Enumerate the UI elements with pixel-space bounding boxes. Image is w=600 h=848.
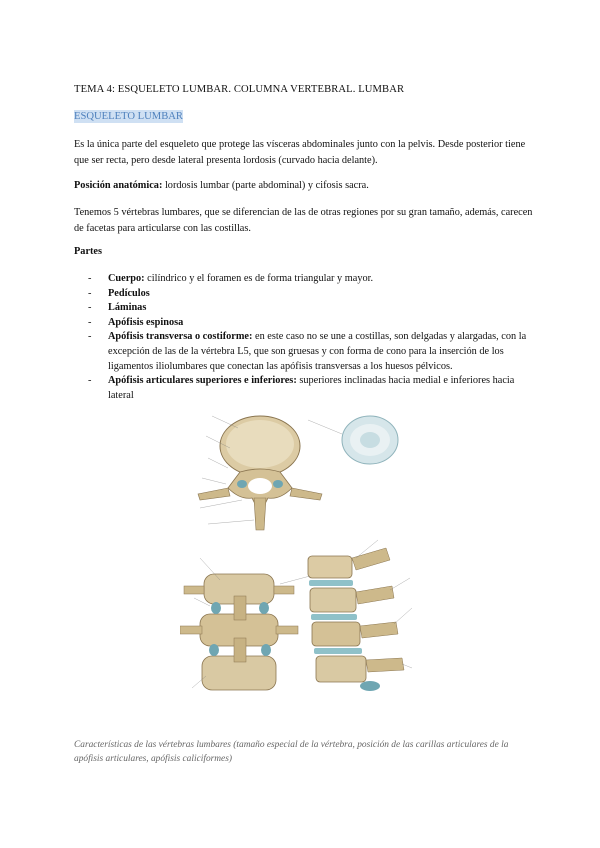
list-dash: -	[88, 287, 92, 299]
intro-paragraph: Es la única parte del esqueleto que protege las vísceras abdominales junto con la pelvis. Desde posterior tiene que ser recta, pero desde lateral presenta lordosis (curvado hacia delante).	[74, 139, 526, 166]
posicion-label: Posición anatómica:	[74, 180, 163, 191]
posicion-paragraph	[74, 178, 534, 194]
part-label: Cuerpo:	[108, 273, 145, 284]
list-item	[74, 301, 534, 316]
part-label: Apófisis espinosa	[108, 316, 184, 328]
partes-heading: Partes	[74, 246, 103, 257]
list-dash: -	[88, 375, 92, 387]
list-item	[74, 330, 534, 374]
list-item	[74, 374, 534, 403]
vertebras-paragraph: Tenemos 5 vértebras lumbares, que se diferencian de las de otras regiones por su gran tamaño, además, carecen de facetas para articularse con las costillas.	[74, 207, 533, 234]
document-title: TEMA 4: ESQUELETO LUMBAR. COLUMNA VERTEBRAL. LUMBAR	[74, 84, 405, 95]
part-label: Láminas	[108, 302, 147, 314]
lateral-view-column	[308, 548, 404, 691]
part-text: en este caso no se une a costillas, son delgadas y alargadas, con la excepción de las de la vértebra L5, que son gruesas y con forma de cono para la inserción de los ligamentos iliolumbares que conectan las apófisis transversas a los huesos pélvicos.	[108, 331, 527, 372]
list-item	[74, 272, 534, 287]
intervertebral-disc	[342, 416, 398, 464]
lumbar-vertebrae-illustration	[180, 408, 430, 720]
list-item	[74, 316, 534, 331]
figure-caption: Características de las vértebras lumbares (tamaño especial de la vértebra, posición de las carillas articulares de la apófisis articulares, apófisis caliciformes)	[74, 740, 509, 764]
part-label: Apófisis articulares superiores e inferiores:	[108, 375, 297, 387]
part-label: Apófisis transversa o costiforme:	[108, 331, 253, 343]
part-label: Pedículos	[108, 287, 150, 299]
list-dash: -	[88, 273, 92, 284]
part-text: superiores inclinadas hacia medial e inferiores hacia lateral	[108, 375, 515, 401]
section-heading: ESQUELETO LUMBAR	[74, 111, 183, 122]
list-item	[74, 287, 534, 302]
list-dash: -	[88, 302, 92, 314]
parts-list	[74, 272, 534, 403]
list-dash: -	[88, 331, 92, 343]
posterior-view-vertebrae	[180, 574, 298, 690]
list-dash: -	[88, 316, 92, 328]
part-text: cilíndrico y el foramen es de forma triangular y mayor.	[144, 273, 374, 284]
superior-view-vertebra	[198, 416, 322, 530]
posicion-text: lordosis lumbar (parte abdominal) y cifosis sacra.	[162, 180, 369, 191]
